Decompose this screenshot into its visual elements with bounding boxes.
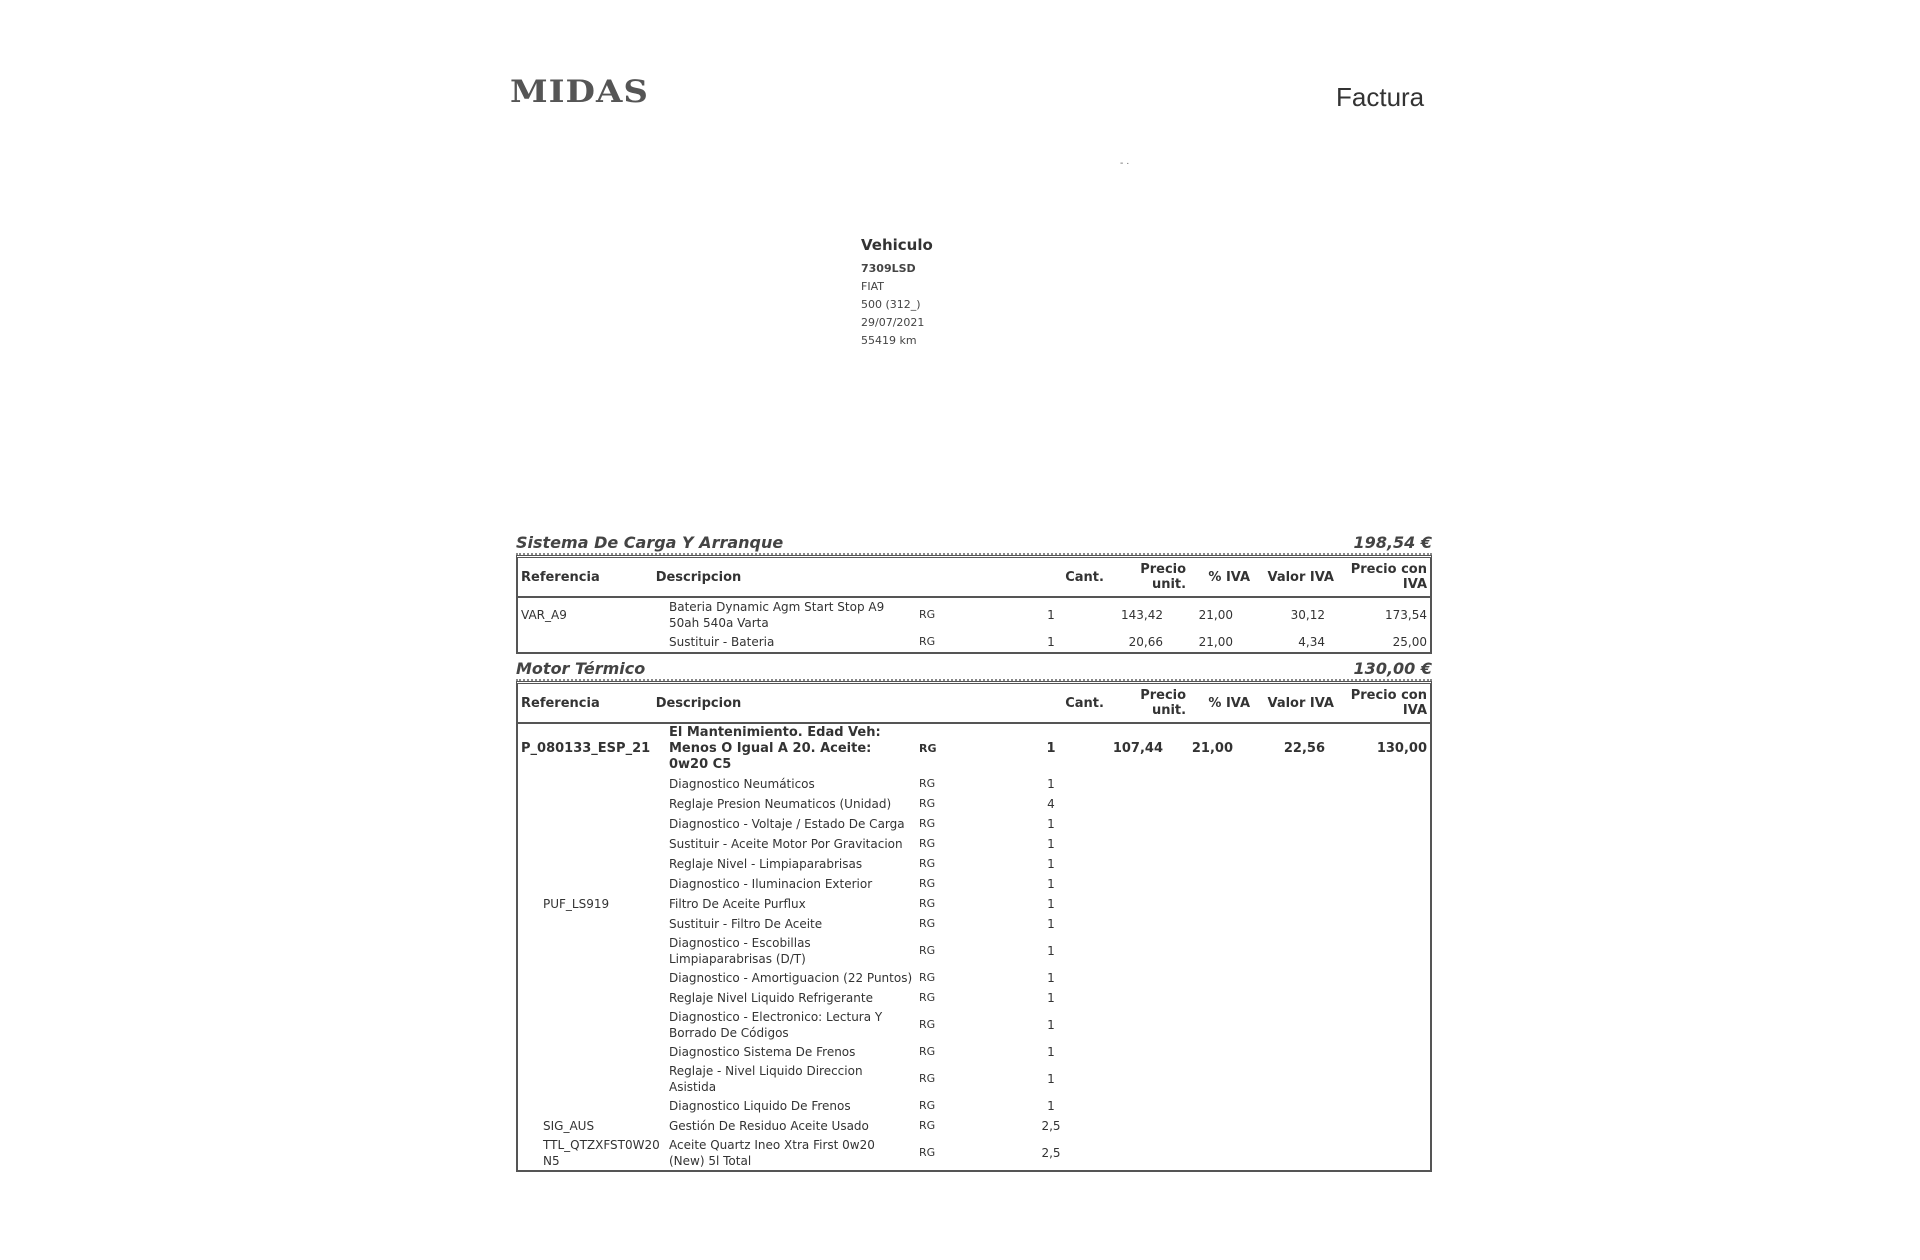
col-referencia: Referencia [521,569,600,585]
cell-pct-iva: 21,00 [1198,608,1233,622]
cell-rg: RG [919,991,936,1004]
cell-cant: 1 [1047,971,1055,985]
cell-cant: 1 [1047,1099,1055,1113]
section-amount: 130,00 € [1353,659,1432,678]
vehicle-plate: 7309LSD [861,262,916,275]
table-row [518,632,1430,652]
cell-valor-iva: 30,12 [1290,608,1325,622]
cell-cant: 1 [1047,837,1055,851]
section-header [516,658,1432,681]
col-valor-iva: Valor IVA [1267,695,1334,711]
vehicle-date: 29/07/2021 [861,316,925,329]
cell-descripcion: Reglaje Presion Neumaticos (Unidad) [669,797,892,811]
table-row [518,934,1430,968]
cell-cant: 1 [1047,877,1055,891]
line-items-table [516,681,1432,1172]
invoice-section [516,532,1432,654]
col-valor-iva: Valor IVA [1267,569,1334,585]
cell-referencia: P_080133_ESP_21 [521,741,651,756]
cell-cant: 4 [1047,797,1055,811]
table-row [518,774,1430,794]
section-amount: 198,54 € [1353,533,1432,552]
cell-rg: RG [919,971,936,984]
cell-cant: 1 [1047,917,1055,931]
line-items-table [516,555,1432,654]
table-row [518,1096,1430,1116]
cell-descripcion: Aceite Quartz Ineo Xtra First 0w20 (New) 5l Total [669,1138,875,1168]
cell-cant: 2,5 [1041,1119,1061,1133]
document-title: Factura [1336,82,1425,112]
vehicle-mileage: 55419 km [861,334,917,347]
cell-cant: 1 [1047,608,1055,622]
table-row [518,724,1430,774]
cell-descripcion: Reglaje - Nivel Liquido Direccion Asistida [669,1064,863,1094]
cell-rg: RG [919,944,936,957]
cell-valor-iva: 22,56 [1283,741,1325,756]
section-title: Sistema De Carga Y Arranque [516,533,784,552]
section-header [516,532,1432,555]
cell-rg: RG [919,635,936,648]
cell-rg: RG [919,1146,936,1159]
cell-descripcion: Diagnostico - Electronico: Lectura Y Borrado De Códigos [669,1010,883,1040]
col-precio-con-iva: Precio con IVA [1350,688,1427,718]
cell-precio-con-iva: 130,00 [1376,741,1427,756]
section-title: Motor Térmico [516,659,646,678]
cell-descripcion: Diagnostico Sistema De Frenos [669,1045,856,1059]
cell-descripcion: Diagnostico - Amortiguacion (22 Puntos) [669,971,913,985]
table-header [518,558,1430,598]
cell-pct-iva: 21,00 [1191,741,1233,756]
cell-rg: RG [919,837,936,850]
invoice-section [516,658,1432,1172]
cell-rg: RG [919,1072,936,1085]
table-row [518,1136,1430,1170]
cell-rg: RG [919,777,936,790]
table-row [518,988,1430,1008]
cell-cant: 1 [1047,817,1055,831]
cell-descripcion: Sustituir - Filtro De Aceite [669,917,823,931]
cell-valor-iva: 4,34 [1298,635,1325,649]
table-row [518,1116,1430,1136]
table-row [518,598,1430,632]
cell-rg: RG [919,1099,936,1112]
table-row [518,894,1430,914]
cell-cant: 1 [1047,1072,1055,1086]
table-row [518,1042,1430,1062]
scan-specks: - · [1120,158,1130,169]
cell-descripcion: Reglaje Nivel Liquido Refrigerante [669,991,873,1005]
cell-referencia: TTL_QTZXFST0W20 N5 [543,1138,660,1168]
cell-descripcion: Reglaje Nivel - Limpiaparabrisas [669,857,863,871]
table-row [518,1008,1430,1042]
cell-referencia: VAR_A9 [521,608,567,622]
cell-cant: 1 [1047,897,1055,911]
cell-precio-con-iva: 173,54 [1385,608,1427,622]
vehicle-info [861,236,933,350]
cell-cant: 1 [1047,1045,1055,1059]
cell-rg: RG [919,1018,936,1031]
col-precio-unit: Precio unit. [1140,562,1187,592]
cell-precio-unit: 143,42 [1121,608,1163,622]
cell-cant: 1 [1047,635,1055,649]
cell-descripcion: Sustituir - Aceite Motor Por Gravitacion [669,837,903,851]
cell-cant: 1 [1047,857,1055,871]
vehicle-heading: Vehiculo [861,236,933,254]
cell-cant: 1 [1046,741,1056,756]
cell-rg: RG [919,608,936,621]
table-row [518,814,1430,834]
cell-rg: RG [919,797,936,810]
cell-precio-unit: 20,66 [1128,635,1163,649]
cell-rg: RG [919,917,936,930]
cell-descripcion: Gestión De Residuo Aceite Usado [669,1119,869,1133]
col-referencia: Referencia [521,695,600,711]
cell-referencia: SIG_AUS [543,1119,595,1133]
col-pct-iva: % IVA [1208,695,1251,711]
col-descripcion: Descripcion [655,569,742,585]
cell-rg: RG [919,817,936,830]
table-row [518,1062,1430,1096]
cell-cant: 1 [1047,991,1055,1005]
col-descripcion: Descripcion [655,695,742,711]
cell-precio-unit: 107,44 [1112,741,1163,756]
col-cant: Cant. [1065,569,1104,585]
col-precio-con-iva: Precio con IVA [1350,562,1427,592]
cell-rg: RG [919,1045,936,1058]
cell-rg: RG [919,857,936,870]
table-row [518,914,1430,934]
cell-cant: 1 [1047,944,1055,958]
table-row [518,874,1430,894]
vehicle-model: 500 (312_) [861,298,921,311]
cell-descripcion: Filtro De Aceite Purflux [669,897,806,911]
table-row [518,854,1430,874]
cell-descripcion: Sustituir - Bateria [669,635,775,649]
cell-cant: 1 [1047,1018,1055,1032]
cell-rg: RG [919,877,936,890]
table-row [518,794,1430,814]
cell-rg: RG [919,742,937,755]
cell-descripcion: Diagnostico Neumáticos [669,777,815,791]
cell-rg: RG [919,1119,936,1132]
cell-descripcion: Diagnostico - Iluminacion Exterior [669,877,873,891]
vehicle-make: FIAT [861,280,884,293]
cell-descripcion: El Mantenimiento. Edad Veh: Menos O Igual A 20. Aceite: 0w20 C5 [669,725,881,772]
cell-cant: 1 [1047,777,1055,791]
cell-descripcion: Diagnostico Liquido De Frenos [669,1099,851,1113]
midas-logo: MIDAS [510,74,649,110]
table-row [518,968,1430,988]
table-header [518,684,1430,724]
cell-cant: 2,5 [1041,1146,1061,1160]
col-pct-iva: % IVA [1208,569,1251,585]
cell-descripcion: Bateria Dynamic Agm Start Stop A9 50ah 540a Varta [669,600,885,630]
cell-referencia: PUF_LS919 [543,897,610,911]
col-precio-unit: Precio unit. [1140,688,1187,718]
cell-pct-iva: 21,00 [1198,635,1233,649]
col-cant: Cant. [1065,695,1104,711]
cell-rg: RG [919,897,936,910]
table-row [518,834,1430,854]
cell-precio-con-iva: 25,00 [1392,635,1427,649]
cell-descripcion: Diagnostico - Escobillas Limpiaparabrisas (D/T) [669,936,811,966]
cell-descripcion: Diagnostico - Voltaje / Estado De Carga [669,817,905,831]
